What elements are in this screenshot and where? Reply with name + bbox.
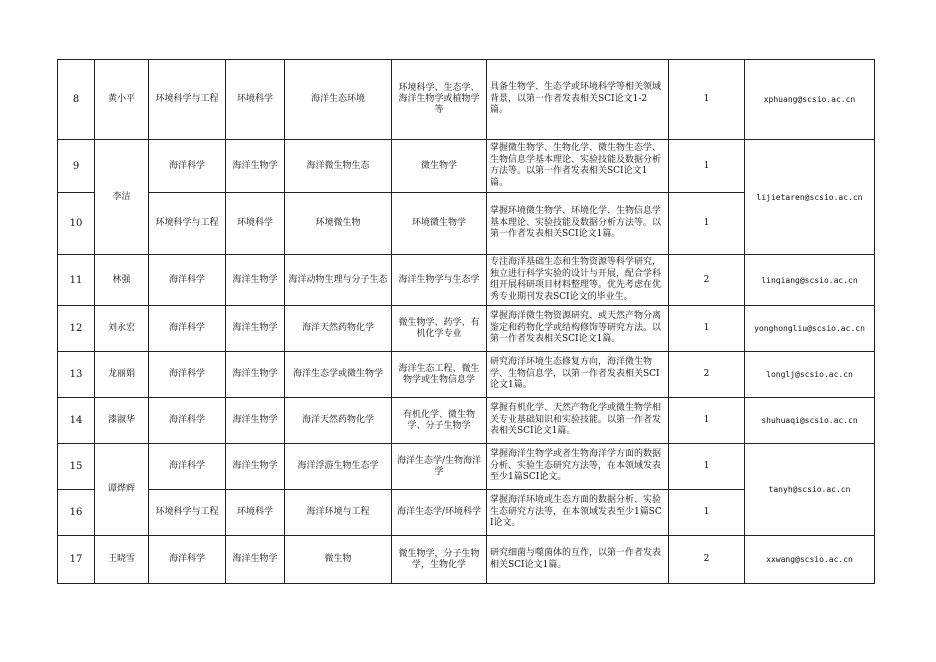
research-direction-cell: 环境微生物 bbox=[285, 193, 392, 255]
table-row[interactable] bbox=[58, 536, 875, 584]
supervisor-name: 刘永宏 bbox=[95, 306, 149, 352]
requirement-cell: 具备生物学、生态学或环境科学等相关领域背景，以第一作者发表相关SCI论文1-2篇。 bbox=[487, 60, 669, 140]
background-cell: 海洋生态学/生物海洋学 bbox=[392, 444, 487, 490]
recruitment-table bbox=[57, 59, 875, 584]
background-cell: 环境科学、生态学、海洋生物学或植物学等 bbox=[392, 60, 487, 140]
table-row[interactable] bbox=[58, 60, 875, 140]
major-cell: 海洋生物学 bbox=[226, 398, 285, 444]
discipline-cell: 环境科学与工程 bbox=[149, 193, 226, 255]
supervisor-name: 漆淑华 bbox=[95, 398, 149, 444]
requirement-cell: 掌握海洋环境或生态方面的数据分析、实验生态研究方法等，在本领域发表至少1篇SCI论文。 bbox=[487, 490, 669, 536]
research-direction-cell: 海洋微生物生态 bbox=[285, 140, 392, 193]
row-number: 16 bbox=[58, 490, 95, 536]
background-cell: 微生物学 bbox=[392, 140, 487, 193]
research-direction-cell: 海洋浮游生物生态学 bbox=[285, 444, 392, 490]
major-cell: 环境科学 bbox=[226, 490, 285, 536]
table-row[interactable] bbox=[58, 398, 875, 444]
discipline-cell: 海洋科学 bbox=[149, 444, 226, 490]
row-number: 13 bbox=[58, 352, 95, 398]
email-cell[interactable]: yonghongliu@scsio.ac.cn bbox=[745, 306, 875, 352]
requirement-cell: 专注海洋基础生态和生物资源等科学研究，独立进行科学实验的设计与开展，配合学科组开展科研项目材料整理等。优先考虑在优秀专业期刊发表SCI论文的毕业生。 bbox=[487, 255, 669, 306]
major-cell: 环境科学 bbox=[226, 193, 285, 255]
email-cell[interactable]: tanyh@scsio.ac.cn bbox=[745, 444, 875, 536]
background-cell: 环境微生物学 bbox=[392, 193, 487, 255]
table-row[interactable] bbox=[58, 444, 875, 490]
quota-cell: 2 bbox=[669, 255, 745, 306]
major-cell: 环境科学 bbox=[226, 60, 285, 140]
quota-cell: 1 bbox=[669, 193, 745, 255]
email-cell[interactable]: longlj@scsio.ac.cn bbox=[745, 352, 875, 398]
supervisor-name: 谭烨辉 bbox=[95, 444, 149, 536]
supervisor-name: 龙丽娟 bbox=[95, 352, 149, 398]
supervisor-name: 李洁 bbox=[95, 140, 149, 255]
quota-cell: 1 bbox=[669, 398, 745, 444]
requirement-cell: 研究海洋环境生态修复方向，海洋微生物学、生物信息学，以第一作者发表相关SCI论文1篇。 bbox=[487, 352, 669, 398]
row-number: 17 bbox=[58, 536, 95, 584]
background-cell: 有机化学、微生物学、分子生物学 bbox=[392, 398, 487, 444]
research-direction-cell: 海洋天然药物化学 bbox=[285, 306, 392, 352]
row-number: 10 bbox=[58, 193, 95, 255]
requirement-cell: 掌握微生物学、生物化学、微生物生态学、生物信息学基本理论、实验技能及数据分析方法等。以第一作者发表相关SCI论文1篇。 bbox=[487, 140, 669, 193]
quota-cell: 2 bbox=[669, 536, 745, 584]
row-number: 11 bbox=[58, 255, 95, 306]
discipline-cell: 海洋科学 bbox=[149, 352, 226, 398]
row-number: 12 bbox=[58, 306, 95, 352]
requirement-cell: 研究细菌与噬菌体的互作，以第一作者发表相关SCI论文1篇。 bbox=[487, 536, 669, 584]
quota-cell: 1 bbox=[669, 306, 745, 352]
major-cell: 海洋生物学 bbox=[226, 255, 285, 306]
major-cell: 海洋生物学 bbox=[226, 352, 285, 398]
supervisor-name: 黄小平 bbox=[95, 60, 149, 140]
major-cell: 海洋生物学 bbox=[226, 444, 285, 490]
quota-cell: 2 bbox=[669, 352, 745, 398]
table-row[interactable] bbox=[58, 352, 875, 398]
research-direction-cell: 海洋环境与工程 bbox=[285, 490, 392, 536]
table-row[interactable] bbox=[58, 306, 875, 352]
background-cell: 海洋生态学/环境科学 bbox=[392, 490, 487, 536]
discipline-cell: 环境科学与工程 bbox=[149, 60, 226, 140]
email-cell[interactable]: xxwang@scsio.ac.cn bbox=[745, 536, 875, 584]
email-cell[interactable]: lijietaren@scsio.ac.cn bbox=[745, 140, 875, 255]
research-direction-cell: 海洋动物生理与分子生态 bbox=[285, 255, 392, 306]
research-direction-cell: 微生物 bbox=[285, 536, 392, 584]
email-cell[interactable]: shuhuaqi@scsio.ac.cn bbox=[745, 398, 875, 444]
requirement-cell: 掌握有机化学、天然产物化学或微生物学相关专业基础知识和实验技能。以第一作者发表相关SCI论文1篇。 bbox=[487, 398, 669, 444]
discipline-cell: 海洋科学 bbox=[149, 140, 226, 193]
major-cell: 海洋生物学 bbox=[226, 536, 285, 584]
background-cell: 海洋生物学与生态学 bbox=[392, 255, 487, 306]
discipline-cell: 海洋科学 bbox=[149, 398, 226, 444]
discipline-cell: 环境科学与工程 bbox=[149, 490, 226, 536]
major-cell: 海洋生物学 bbox=[226, 140, 285, 193]
background-cell: 海洋生态工程、微生物学或生物信息学 bbox=[392, 352, 487, 398]
row-number: 14 bbox=[58, 398, 95, 444]
research-direction-cell: 海洋生态学或微生物学 bbox=[285, 352, 392, 398]
supervisor-name: 林强 bbox=[95, 255, 149, 306]
email-cell[interactable]: xphuang@scsio.ac.cn bbox=[745, 60, 875, 140]
discipline-cell: 海洋科学 bbox=[149, 306, 226, 352]
research-direction-cell: 海洋生态环境 bbox=[285, 60, 392, 140]
row-number: 8 bbox=[58, 60, 95, 140]
row-number: 15 bbox=[58, 444, 95, 490]
discipline-cell: 海洋科学 bbox=[149, 536, 226, 584]
research-direction-cell: 海洋天然药物化学 bbox=[285, 398, 392, 444]
table-row[interactable] bbox=[58, 255, 875, 306]
quota-cell: 1 bbox=[669, 140, 745, 193]
requirement-cell: 掌握海洋微生物资源研究、或天然产物分离鉴定和药物化学或结构修饰等研究方法。以第一作者发表相关SCI论文1篇。 bbox=[487, 306, 669, 352]
quota-cell: 1 bbox=[669, 444, 745, 490]
quota-cell: 1 bbox=[669, 60, 745, 140]
supervisor-name: 王晓雪 bbox=[95, 536, 149, 584]
requirement-cell: 掌握海洋生物学或者生物海洋学方面的数据分析、实验生态研究方法等，在本领域发表至少1篇SCI论文。 bbox=[487, 444, 669, 490]
major-cell: 海洋生物学 bbox=[226, 306, 285, 352]
email-cell[interactable]: linqiang@scsio.ac.cn bbox=[745, 255, 875, 306]
background-cell: 微生物学，分子生物学，生物化学 bbox=[392, 536, 487, 584]
discipline-cell: 海洋科学 bbox=[149, 255, 226, 306]
background-cell: 微生物学、药学、有机化学专业 bbox=[392, 306, 487, 352]
row-number: 9 bbox=[58, 140, 95, 193]
quota-cell: 1 bbox=[669, 490, 745, 536]
requirement-cell: 掌握环境微生物学、环境化学、生物信息学基本理论、实验技能及数据分析方法等。以第一作者发表相关SCI论文1篇。 bbox=[487, 193, 669, 255]
table-row[interactable] bbox=[58, 140, 875, 193]
